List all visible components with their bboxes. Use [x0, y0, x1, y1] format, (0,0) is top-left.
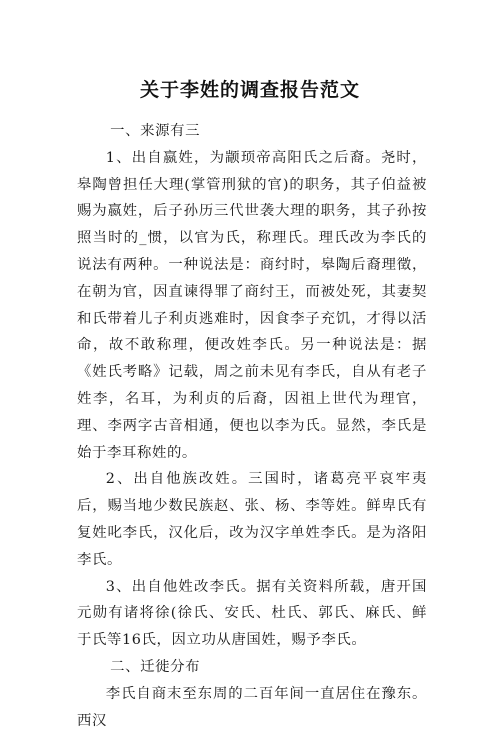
section-heading-migration: 二、迁徙分布 — [110, 658, 201, 675]
document-body — [77, 118, 427, 734]
paragraph-origin-ying: 1、出自嬴姓，为颛顼帝高阳氏之后裔。尧时，皋陶曾担任大理(掌管刑狱的官)的职务，其子伯益被赐为嬴姓，后子孙历三代世袭大理的职务，其子孙按照当时的_惯，以官为氏，称理氏。理氏改为李氏的说法有两种。一种说法是：商纣时，皋陶后裔理徵，在朝为官，因直谏得罪了商纣王，而被处死，其妻契和氏带着儿子利贞逃难时，因食李子充饥，才得以活命，故不敢称理，便改姓李氏。另一种说法是：据《姓氏考略》记载，周之前未见有李氏，自从有老子姓李，名耳，为利贞的后裔，因祖上世代为理官，理、李两字古音相通，便也以李为氏。显然，李氏是始于李耳称姓的。 — [77, 149, 427, 461]
paragraph-origin-other-clans: 2、出自他族改姓。三国时，诸葛亮平哀牢夷后，赐当地少数民族赵、张、杨、李等姓。鲜卑氏有复姓叱李氏，汉化后，改为汉字单姓李氏。是为洛阳李氏。 — [77, 471, 427, 568]
paragraph-origin-other-surnames: 3、出自他姓改李氏。据有关资料所载，唐开国元勋有诸将徐(徐氏、安氏、杜氏、郭氏、麻氏、鲜于氏等16氏，因立功从唐国姓，赐予李氏。 — [77, 578, 427, 649]
paragraph-migration: 李氏自商末至东周的二百年间一直居住在豫东。西汉 — [77, 685, 427, 729]
document-title: 关于李姓的调查报告范文 — [139, 79, 360, 101]
section-heading-origins: 一、来源有三 — [110, 123, 201, 139]
